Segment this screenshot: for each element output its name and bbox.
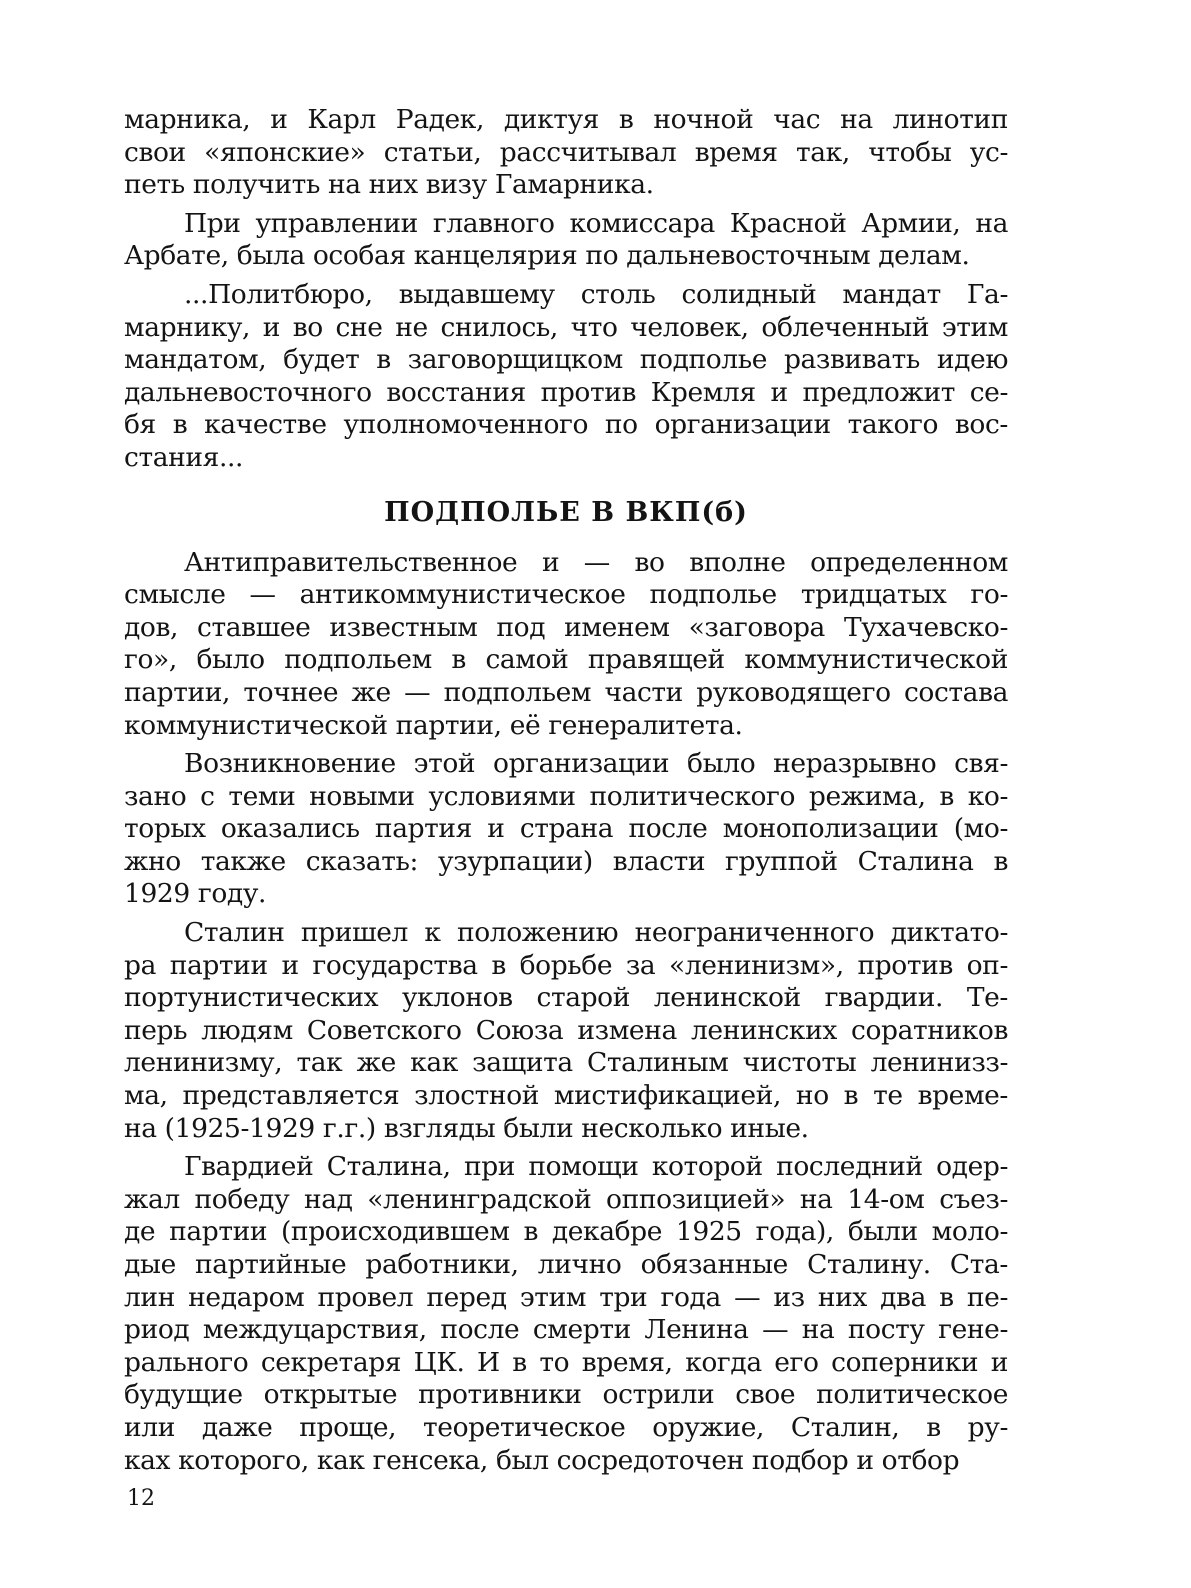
text-line: перь людям Советского Союза измена ленинских соратников: [124, 1014, 1008, 1046]
text-line: мандатом, будет в заговорщицком подполье развивать идею: [124, 344, 1008, 376]
text-line: Возникновение этой организации было неразрывно свя-: [184, 748, 1008, 780]
text-line: или даже проще, теоретическое оружие, Сталин, в ру-: [124, 1411, 1008, 1443]
text-line: Арбате, была особая канцелярия по дальневосточным делам.: [124, 240, 970, 272]
text-line: свои «японские» статьи, рассчитывал время так, чтобы ус-: [124, 136, 1008, 168]
text-line: торых оказались партия и страна после монополизации (мо-: [124, 813, 1008, 845]
paragraph: [124, 208, 1008, 273]
paragraph: [124, 104, 1008, 202]
text-line: При управлении главного комиссара Красной Армии, на: [184, 207, 1008, 239]
text-line: на (1925-1929 г.г.) взгляды были несколько иные.: [124, 1112, 809, 1144]
text-line: петь получить на них визу Гамарника.: [124, 169, 654, 201]
text-line: Гвардией Сталина, при помощи которой последний одер-: [184, 1151, 1008, 1183]
text-line: бя в качестве уполномоченного по организации такого вос-: [124, 409, 1008, 441]
text-line: рального секретаря ЦК. И в то время, когда его соперники и: [124, 1346, 1008, 1378]
bottom-text-block: [124, 547, 1008, 1478]
text-line: жно также сказать: узурпации) власти группой Сталина в: [124, 845, 1008, 877]
text-line: ках которого, как генсека, был сосредоточен подбор и отбор: [124, 1444, 960, 1476]
text-line: 1929 году.: [124, 878, 267, 910]
text-line: стания...: [124, 441, 244, 473]
text-line: ра партии и государства в борьбе за «ленинизм», против оп-: [124, 949, 1008, 981]
text-line: портунистических уклонов старой ленинской гвардии. Те-: [124, 982, 1008, 1014]
section-heading: ПОДПОЛЬЕ В ВКП(б): [384, 496, 748, 528]
page-body: [124, 104, 1008, 1477]
text-line: го», было подпольем в самой правящей коммунистической: [124, 644, 1008, 676]
text-line: партии, точнее же — подпольем части руководящего состава: [124, 676, 1008, 708]
paragraph: [124, 279, 1008, 475]
text-line: Антиправительственное и — во вполне определенном: [184, 546, 1008, 578]
text-line: будущие открытые противники острили свое политическое: [124, 1379, 1008, 1411]
paragraph: [124, 917, 1008, 1145]
page-number: 12: [127, 1486, 155, 1511]
paragraph: [124, 1151, 1008, 1477]
text-line: де партии (происходившем в декабре 1925 года), были моло-: [124, 1216, 1008, 1248]
text-line: зано с теми новыми условиями политического режима, в ко-: [124, 780, 1008, 812]
text-line: марнику, и во сне не снилось, что человек, облеченный этим: [124, 311, 1008, 343]
text-line: Сталин пришел к положению неограниченного диктато-: [184, 917, 1008, 949]
text-line: жал победу над «ленинградской оппозицией» на 14-ом съез-: [124, 1183, 1008, 1215]
text-line: риод междуцарствия, после смерти Ленина — на посту гене-: [124, 1314, 1008, 1346]
text-line: марника, и Карл Радек, диктуя в ночной час на линотип: [124, 104, 1008, 135]
paragraph: [124, 547, 1008, 743]
top-text-block: [124, 104, 1008, 475]
text-line: дые партийные работники, лично обязанные Сталину. Ста-: [124, 1249, 1008, 1280]
text-line: лин недаром провел перед этим три года — из них два в пе-: [124, 1281, 1008, 1313]
text-line: смысле — антикоммунистическое подполье тридцатых го-: [124, 579, 1008, 611]
text-line: ма, представляется злостной мистификацией, но в те време-: [124, 1080, 1008, 1112]
paragraph: [124, 748, 1008, 911]
text-line: ленинизму, так же как защита Сталиным чистоты ленинизз-: [124, 1047, 1008, 1079]
text-line: дальневосточного восстания против Кремля и предложит се-: [124, 376, 1008, 408]
text-line: дов, ставшее известным под именем «заговора Тухачевско-: [124, 611, 1008, 643]
text-line: ...Политбюро, выдавшему столь солидный мандат Га-: [184, 278, 1008, 310]
text-line: коммунистической партии, её генералитета.: [124, 709, 743, 741]
